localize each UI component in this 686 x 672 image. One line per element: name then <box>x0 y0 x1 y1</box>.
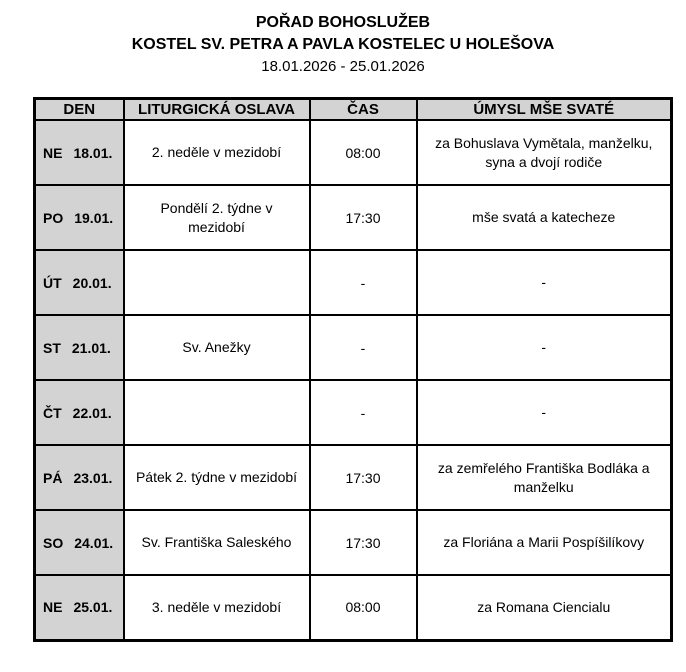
table-row <box>35 315 672 380</box>
celebration-cell: Pátek 2. týdne v mezidobí <box>124 445 310 510</box>
time-cell: 17:30 <box>310 445 417 510</box>
table-row <box>35 510 672 575</box>
day-cell <box>35 315 124 380</box>
document-header <box>0 0 686 78</box>
day-cell <box>35 250 124 315</box>
intention-cell: za Floriána a Marii Pospíšilíkovy <box>417 510 672 575</box>
intention-cell: mše svatá a katecheze <box>417 185 672 250</box>
day-cell <box>35 445 124 510</box>
day-date: 22.01. <box>72 404 112 421</box>
day-abbreviation: ST <box>43 339 61 356</box>
celebration-cell <box>124 380 310 445</box>
time-cell: 17:30 <box>310 510 417 575</box>
time-cell: - <box>310 315 417 380</box>
table-row <box>35 185 672 250</box>
day-cell <box>35 575 124 640</box>
table-row <box>35 575 672 640</box>
header-cell-time: ČAS <box>310 99 417 121</box>
celebration-cell: 2. neděle v mezidobí <box>124 120 310 185</box>
day-cell <box>35 510 124 575</box>
day-date: 24.01. <box>74 534 114 551</box>
day-cell <box>35 185 124 250</box>
celebration-cell <box>124 250 310 315</box>
intention-cell: - <box>417 250 672 315</box>
time-cell: 08:00 <box>310 120 417 185</box>
day-abbreviation: PÁ <box>43 469 63 486</box>
intention-cell: za zemřelého Františka Bodláka a manželku <box>417 445 672 510</box>
intention-cell: za Romana Ciencialu <box>417 575 672 640</box>
day-date: 18.01. <box>73 144 113 161</box>
day-cell <box>35 120 124 185</box>
schedule-table <box>33 97 673 642</box>
intention-cell: - <box>417 380 672 445</box>
date-range: 18.01.2026 - 25.01.2026 <box>261 58 425 75</box>
day-date: 21.01. <box>71 339 111 356</box>
day-abbreviation: PO <box>43 209 64 226</box>
church-name: KOSTEL SV. PETRA A PAVLA KOSTELEC U HOLEŠOVA <box>131 36 555 53</box>
time-cell: 08:00 <box>310 575 417 640</box>
day-abbreviation: SO <box>43 534 64 551</box>
intention-cell: za Bohuslava Vymětala, manželku, syna a dvojí rodiče <box>417 120 672 185</box>
day-abbreviation: NE <box>43 599 63 616</box>
header-cell-intention: ÚMYSL MŠE SVATÉ <box>417 99 672 121</box>
table-row <box>35 250 672 315</box>
intention-cell: - <box>417 315 672 380</box>
day-cell <box>35 380 124 445</box>
table-row <box>35 120 672 185</box>
celebration-cell: 3. neděle v mezidobí <box>124 575 310 640</box>
celebration-cell: Sv. Anežky <box>124 315 310 380</box>
day-abbreviation: ČT <box>43 404 62 421</box>
time-cell: 17:30 <box>310 185 417 250</box>
celebration-cell: Pondělí 2. týdne v mezidobí <box>124 185 310 250</box>
table-row <box>35 445 672 510</box>
table-header-row <box>35 99 672 121</box>
header-cell-day: DEN <box>35 99 124 121</box>
day-date: 19.01. <box>74 209 114 226</box>
time-cell: - <box>310 250 417 315</box>
time-cell: - <box>310 380 417 445</box>
day-abbreviation: ÚT <box>43 274 62 291</box>
table-row <box>35 380 672 445</box>
day-date: 20.01. <box>72 274 112 291</box>
day-abbreviation: NE <box>43 144 63 161</box>
celebration-cell: Sv. Františka Saleského <box>124 510 310 575</box>
day-date: 25.01. <box>73 599 113 616</box>
day-date: 23.01. <box>73 469 113 486</box>
page-title: POŘAD BOHOSLUŽEB <box>255 14 431 31</box>
header-cell-celebration: LITURGICKÁ OSLAVA <box>124 99 310 121</box>
